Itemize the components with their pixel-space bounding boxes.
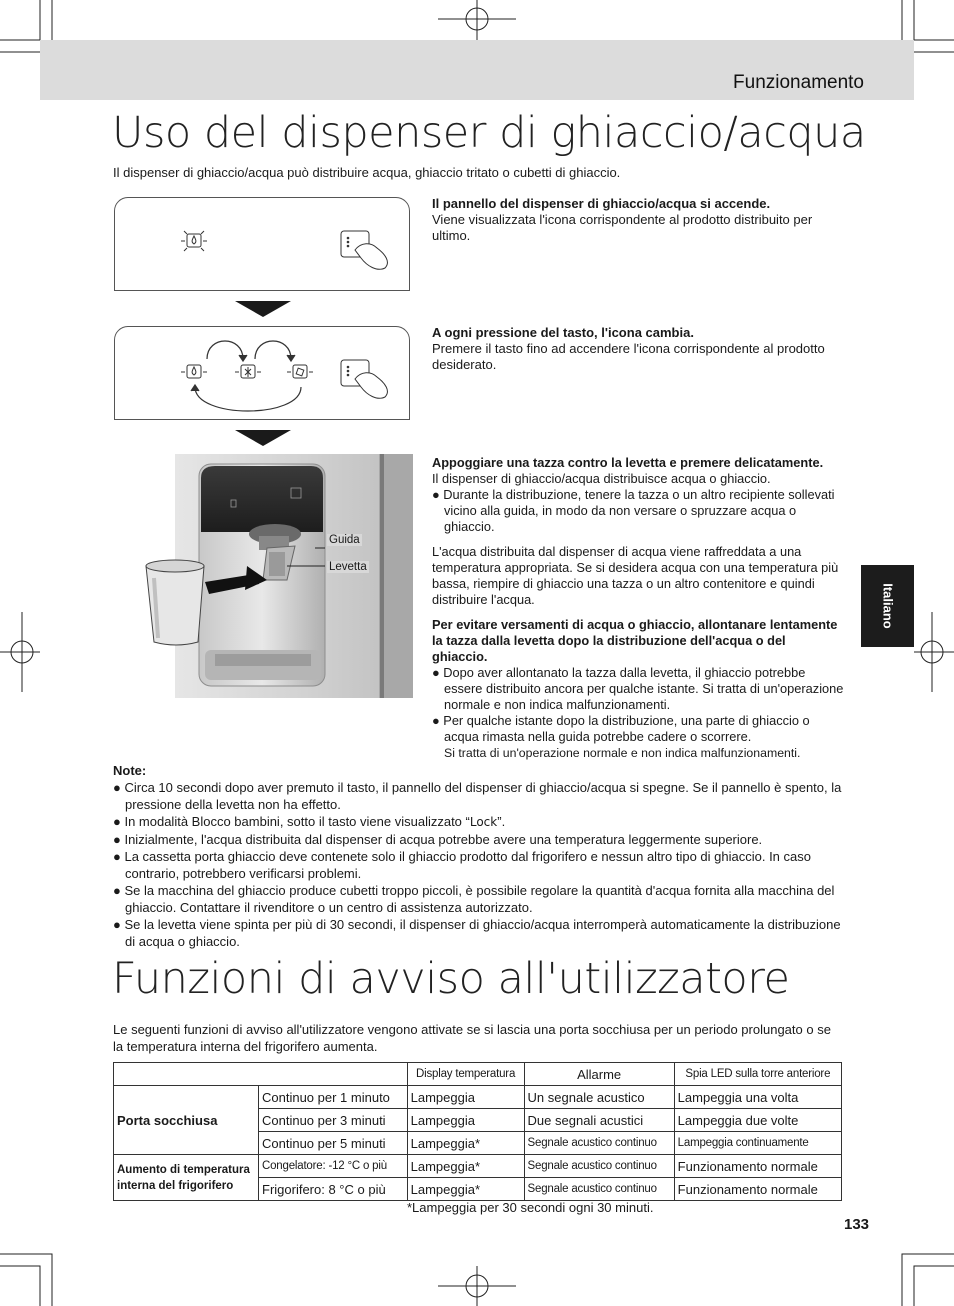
table-row: Porta socchiusa Continuo per 1 minuto Lampeggia Un segnale acustico Lampeggia una volta: [114, 1086, 842, 1109]
warning-table: [113, 1062, 842, 1201]
label-lever: Levetta: [329, 561, 367, 573]
table-row: Continuo per 3 minuti Lampeggia Due segnali acustici Lampeggia due volte: [114, 1109, 842, 1132]
cycle-arrow-1: [207, 341, 243, 359]
dispenser-photo: [175, 454, 413, 698]
dispense-button-hand-2: [341, 360, 387, 398]
dispenser-illustration: [175, 454, 413, 698]
step3-bullet: ● Durante la distribuzione, tenere la tazza o un altro recipiente sollevati vicino alla guida, in modo da non versare o spruzzare acqua o ghiaccio.: [432, 487, 835, 534]
note-item: ● La cassetta porta ghiaccio deve contenete solo il ghiaccio prodotto dal frigorifero e nessun altro tipo di ghiaccio. In caso contrario, potrebbero verificarsi problemi.: [113, 849, 811, 881]
col-led: Spia LED sulla torre anteriore: [674, 1063, 841, 1086]
section2-title: Funzioni di avviso all'utilizzatore: [112, 954, 790, 1004]
step1-desc: Viene visualizzata l'icona corrispondente al prodotto distribuito per ultimo.: [432, 212, 813, 243]
table-footnote: *Lampeggia per 30 secondi ogni 30 minuti.: [407, 1200, 654, 1215]
note-item: ● Se la macchina del ghiaccio produce cubetti troppo piccoli, è possibile regolare la quantità d'acqua fornita alla macchina del ghiaccio. Contattare il rivenditore o un centro di assistenza autorizzato.: [113, 883, 835, 915]
col-alarm: Allarme: [524, 1063, 674, 1086]
section1-title: Uso del dispenser di ghiaccio/acqua: [112, 108, 866, 158]
lock-label: Lock: [469, 815, 498, 829]
step2-bold: A ogni pressione del tasto, l'icona cambia.: [432, 325, 694, 340]
step1-text: [432, 196, 842, 244]
notes: [113, 762, 848, 950]
step3-bold2: Per evitare versamenti di acqua o ghiaccio, allontanare lentamente la tazza dalla levetta dopo la distribuzione dell'acqua o del ghiaccio.: [432, 617, 838, 664]
step1-bold: Il pannello del dispenser di ghiaccio/acqua si accende.: [432, 196, 771, 211]
step3-bullet3b: Si tratta di un'operazione normale e non indica malfunzionamenti.: [444, 746, 801, 760]
page-number: 133: [844, 1216, 870, 1233]
step3-para: L'acqua distribuita dal dispenser di acqua viene raffreddata a una temperatura appropriata. Se si desidera acqua con una temperatura più bassa, riempire di ghiaccio una tazza o un altro contenitore e quindi distribuire l'acqua.: [432, 544, 839, 607]
language-tab-label: Italiano: [880, 583, 895, 629]
section1-intro: Il dispenser di ghiaccio/acqua può distribuire acqua, ghiaccio tritato o cubetti di ghiaccio.: [113, 165, 621, 180]
table-row: Continuo per 5 minuti Lampeggia* Segnale acustico continuo Lampeggia continuamente: [114, 1132, 842, 1155]
table-header-row: [114, 1063, 842, 1086]
dispenser-panel-2: [114, 326, 410, 420]
step3-desc: Il dispenser di ghiaccio/acqua distribuisce acqua o ghiaccio.: [432, 471, 771, 486]
dispense-button-hand: [341, 231, 387, 269]
col-display: Display temperatura: [407, 1063, 524, 1086]
note-item: ● Se la levetta viene spinta per più di 30 secondi, il dispenser di ghiaccio/acqua interromperà automaticamente la distribuzione di acqua o ghiaccio.: [113, 917, 841, 949]
step3-bullet3: ● Per qualche istante dopo la distribuzione, una parte di ghiaccio o acqua rimasta nella guida potrebbe cadere o scorrere.: [432, 713, 810, 744]
arrow-down-2: [235, 430, 291, 446]
table-row: Aumento di temperatura interna del frigorifero Congelatore: -12 °C o più Lampeggia* Segnale acustico continuo Funzionamento normale: [114, 1155, 842, 1178]
cycle-arrow-2: [255, 341, 291, 359]
note-item-lock: ● In modalità Blocco bambini, sotto il tasto viene visualizzato “Lock”.: [113, 814, 506, 829]
step3-text: [432, 455, 844, 761]
panel-1-icons: [115, 198, 409, 290]
group-door-ajar: Porta socchiusa: [114, 1086, 259, 1155]
cup-illustration: [142, 558, 210, 650]
cubed-ice-icon: [293, 365, 307, 378]
panel-2-icons: [115, 327, 409, 419]
step2-text: [432, 325, 842, 373]
arrow-down-1: [235, 301, 291, 317]
section-label: Funzionamento: [733, 72, 864, 93]
step3-bullet2: ● Dopo aver allontanato la tazza dalla levetta, il ghiaccio potrebbe essere distribuito ancora per qualche istante. Si tratta di un'operazione normale e non indica malfunzionamenti.: [432, 665, 844, 712]
group-temp-rise: Aumento di temperatura interna del frigorifero: [114, 1155, 259, 1201]
cycle-arrow-return: [195, 387, 301, 411]
water-icon-lit: [181, 231, 207, 251]
notes-title: Note:: [113, 763, 147, 778]
label-guide: Guida: [329, 534, 360, 546]
table-row: Frigorifero: 8 °C o più Lampeggia* Segnale acustico continuo Funzionamento normale: [114, 1178, 842, 1201]
note-item: ● Circa 10 secondi dopo aver premuto il tasto, il pannello del dispenser di ghiaccio/acqua si spegne. Se il pannello è spento, la pressione della levetta non ha effetto.: [113, 780, 842, 812]
step3-bold: Appoggiare una tazza contro la levetta e premere delicatamente.: [432, 455, 824, 470]
section2-intro: Le seguenti funzioni di avviso all'utilizzatore vengono attivate se si lascia una porta socchiusa per un periodo prolungato o se la temperatura interna del frigorifero aumenta.: [113, 1022, 831, 1054]
dispenser-panel-1: [114, 197, 410, 291]
note-item: ● Inizialmente, l'acqua distribuita dal dispenser di acqua potrebbe avere una temperatura leggermente superiore.: [113, 832, 763, 847]
language-tab: [861, 565, 914, 647]
step2-desc: Premere il tasto fino ad accendere l'icona corrispondente al prodotto desiderato.: [432, 341, 825, 372]
